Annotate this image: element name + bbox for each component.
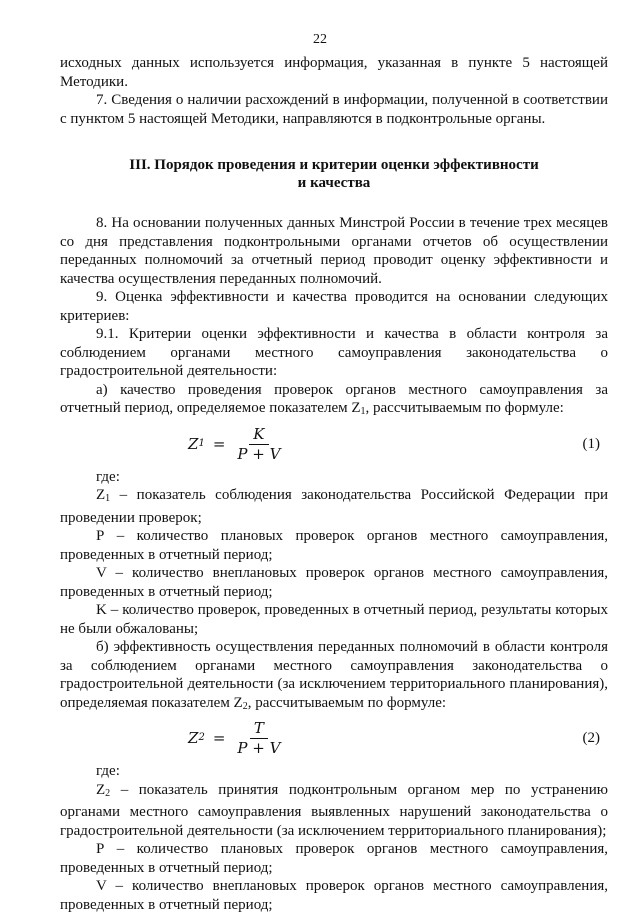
formula-1-expression bbox=[188, 426, 284, 463]
paragraph-b-text: б) эффективность осуществления переданных полномочий в области контроля за соблюдением органами местного самоуправления законодательства о градостроительной деятельности (за исключением территориального планирования), определяемая показателем Z bbox=[60, 639, 608, 711]
formula-2-expression bbox=[188, 720, 284, 757]
paragraph-8: 8. На основании полученных данных Минстрой России в течение трех месяцев со дня представления подконтрольными органами отчетов об осуществлении переданных полномочий за отчетный период проводит оценку эффективности и качества осуществления переданных полномочий. bbox=[60, 215, 608, 287]
definition-z2-subscript: 2 bbox=[105, 787, 111, 799]
paragraph-intro: исходных данных используется информация, указанная в пункте 5 настоящей Методики. bbox=[60, 55, 608, 90]
formula-2-lhs-sub: 2 bbox=[198, 732, 205, 744]
formula-1-lhs-sub: 1 bbox=[198, 437, 205, 449]
formula-1-lhs: Z bbox=[188, 434, 199, 453]
where-label-2: где: bbox=[96, 763, 120, 779]
definition-v-1: V – количество внеплановых проверок органов местного самоуправления, проведенных в отчетный период; bbox=[60, 565, 608, 600]
paragraph-9-1: 9.1. Критерии оценки эффективности и качества в области контроля за соблюдением органами местного самоуправления законодательства о градостроительной деятельности: bbox=[60, 326, 608, 379]
definition-z1-subscript: 1 bbox=[105, 493, 111, 504]
paragraph-b-subscript: 2 bbox=[242, 700, 248, 712]
formula-1-fraction bbox=[233, 426, 284, 463]
section-heading-line1: III. Порядок проведения и критерии оценки эффективности bbox=[129, 157, 539, 173]
formula-2-lhs: Z bbox=[188, 729, 199, 748]
definition-z1-symbol: Z bbox=[96, 487, 106, 503]
formula-2-number: (2) bbox=[582, 730, 600, 746]
formula-2-numerator: T bbox=[250, 720, 268, 739]
formula-2-equals: = bbox=[212, 729, 226, 748]
paragraph-7: 7. Сведения о наличии расхождений в информации, полученной в соответствии с пунктом 5 настоящей Методики, направляются в подконтрольные органы. bbox=[60, 92, 608, 127]
definition-p-1: Р – количество плановых проверок органов местного самоуправления, проведенных в отчетный период; bbox=[60, 528, 608, 563]
formula-1-equals: = bbox=[212, 434, 226, 453]
paragraph-a bbox=[60, 381, 608, 422]
paragraph-b-tail: , рассчитываемым по формуле: bbox=[247, 694, 447, 711]
definition-p-2: Р – количество плановых проверок органов местного самоуправления, проведенных в отчетный период; bbox=[60, 841, 608, 876]
formula-2-fraction bbox=[233, 720, 284, 757]
paragraph-9: 9. Оценка эффективности и качества проводится на основании следующих критериев: bbox=[60, 289, 608, 324]
definition-z1 bbox=[60, 486, 608, 527]
paragraph-a-text: а) качество проведения проверок органов местного самоуправления за отчетный период, определяемое показателем Z bbox=[60, 381, 608, 416]
formula-1-number: (1) bbox=[582, 435, 600, 452]
paragraph-a-subscript: 1 bbox=[360, 406, 366, 417]
where-label-1: где: bbox=[96, 468, 120, 485]
formula-2-denominator: P + V bbox=[237, 739, 281, 757]
paragraph-a-tail: , рассчитываемым по формуле: bbox=[365, 400, 564, 416]
page-number: 22 bbox=[313, 32, 327, 47]
definition-v-2: V – количество внеплановых проверок органов местного самоуправления, проведенных в отчетный период; bbox=[60, 878, 608, 913]
document-body bbox=[60, 54, 608, 914]
section-heading bbox=[60, 156, 608, 192]
definition-z2-symbol: Z bbox=[96, 781, 106, 798]
formula-1 bbox=[60, 424, 608, 468]
definition-k: K – количество проверок, проведенных в отчетный период, результаты которых не были обжалованы; bbox=[60, 602, 608, 637]
definition-z2-text: – показатель принятия подконтрольным органом мер по устранению органами местного самоуправления выявленных нарушений законодательства о градостроительной деятельности (за исключением территориального планирования); bbox=[60, 781, 608, 839]
definition-z2 bbox=[60, 781, 608, 841]
section-heading-line2: и качества bbox=[297, 175, 371, 191]
formula-1-numerator: K bbox=[249, 426, 268, 445]
definition-z1-text: – показатель соблюдения законодательства Российской Федерации при проведении проверок; bbox=[60, 487, 608, 526]
formula-2 bbox=[60, 718, 608, 762]
paragraph-b bbox=[60, 638, 608, 716]
formula-1-denominator: P + V bbox=[237, 444, 281, 463]
